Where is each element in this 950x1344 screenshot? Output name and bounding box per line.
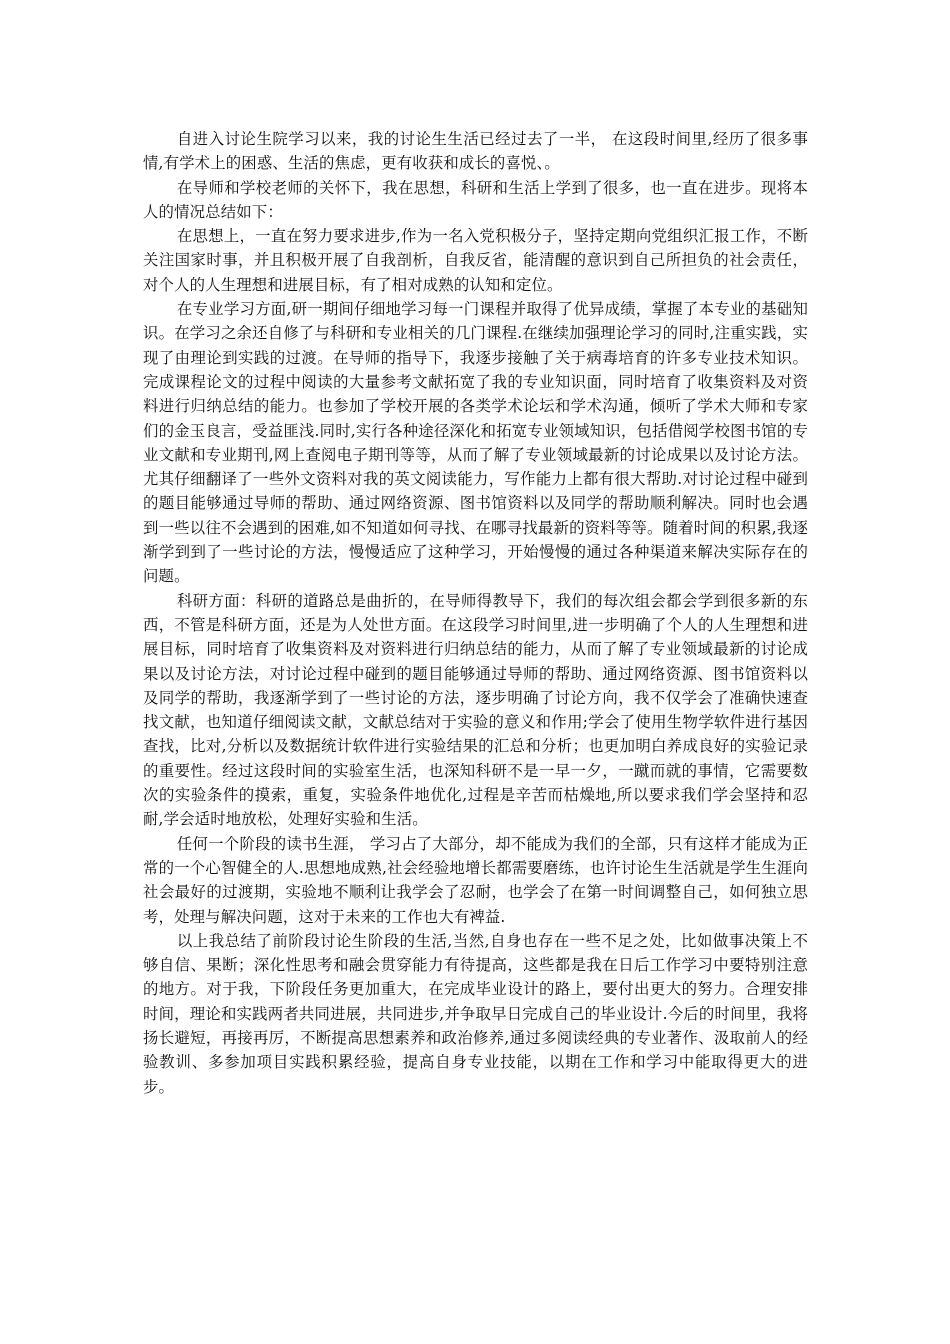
document-body <box>143 127 808 1099</box>
paragraph-ideology: 在思想上，一直在努力要求进步,作为一名入党积极分子，坚持定期向党组织汇报工作，不断关注国家时事，并且积极开展了自我剖析，自我反省，能清醒的意识到自己所担负的社会责任，对个人的人生理想和进展目标，有了相对成熟的认知和定位。 <box>143 227 808 294</box>
paragraph-intro: 自进入讨论生院学习以来，我的讨论生生活已经过去了一半， 在这段时间里,经历了很多事情,有学术上的困惑、生活的焦虑，更有收获和成长的喜悦、。 <box>143 130 808 173</box>
paragraph-conclusion: 以上我总结了前阶段讨论生阶段的生活,当然,自身也存在一些不足之处，比如做事决策上不够自信、果断；深化性思考和融会贯穿能力有待提高，这些都是我在日后工作学习中要特别注意的地方。对于我，下阶段任务更加重大，在完成毕业设计的路上，要付出更大的努力。合理安排时间，理论和实践两者共同进展，共同进步,并争取早日完成自己的毕业设计.今后的时间里，我将扬长避短，再接再厉，不断提高思想素养和政治修养,通过多阅读经典的专业著作、汲取前人的经验教训、多参加项目实践积累经验，提高自身专业技能，以期在工作和学习中能取得更大的进步。 <box>143 931 808 1096</box>
paragraph-research: 科研方面：科研的道路总是曲折的，在导师得教导下，我们的每次组会都会学到很多新的东西，不管是科研方面，还是为人处世方面。在这段学习时间里,进一步明确了个人的人生理想和进展目标，同时培育了收集资料及对资料进行归纳总结的能力，从而了解了专业领域最新的讨论成果以及讨论方法，对讨论过程中碰到的题目能够通过导师的帮助、通过网络资源、图书馆资料以及同学的帮助，我逐渐学到了一些讨论的方法，逐步明确了讨论方向，我不仅学会了准确快速查找文献，也知道仔细阅读文献，文献总结对于实验的意义和作用;学会了使用生物学软件进行基因查找，比对,分析以及数据统计软件进行实验结果的汇总和分析；也更加明白养成良好的实验记录的重要性。经过这段时间的实验室生活，也深知科研不是一早一夕，一蹴而就的事情，它需要数次的实验条件的摸索，重复，实验条件地优化,过程是辛苦而枯燥地,所以要求我们学会坚持和忍耐,学会适时地放松，处理好实验和生活。 <box>143 591 808 829</box>
paragraph-summary-lead: 在导师和学校老师的关怀下，我在思想，科研和生活上学到了很多，也一直在进步。现将本人的情况总结如下： <box>143 178 808 221</box>
paragraph-professional-study: 在专业学习方面,研一期间仔细地学习每一门课程并取得了优异成绩，掌握了本专业的基础知识。在学习之余还自修了与科研和专业相关的几门课程.在继续加强理论学习的同时,注重实践，实现了由理论到实践的过渡。在导师的指导下，我逐步接触了关于病毒培育的许多专业技术知识。完成课程论文的过程中阅读的大量参考文献拓宽了我的专业知识面，同时培育了收集资料及对资料进行归纳总结的能力。也参加了学校开展的各类学术论坛和学术沟通，倾听了学术大师和专家们的金玉良言，受益匪浅.同时,实行各种途径深化和拓宽专业领域知识，包括借阅学校图书馆的专业文献和专业期刊,网上查阅电子期刊等等，从而了解了专业领域最新的讨论成果以及讨论方法。尤其仔细翻译了一些外文资料对我的英文阅读能力，写作能力上都有很大帮助.对讨论过程中碰到的题目能够通过导师的帮助、通过网络资源、图书馆资料以及同学的帮助顺利解决。同时也会遇到一些以往不会遇到的困难,如不知道如何寻找、在哪寻找最新的资料等等。随着时间的积累,我逐渐学到到了一些讨论的方法，慢慢适应了这种学习，开始慢慢的通过各种渠道来解决实际存在的问题。 <box>143 300 808 586</box>
paragraph-study-life: 任何一个阶段的读书生涯， 学习占了大部分，却不能成为我们的全部，只有这样才能成为正常的一个心智健全的人.思想地成熟,社会经验地增长都需要磨练，也许讨论生生活就是学生生涯向社会最好的过渡期，实验地不顺利让我学会了忍耐，也学会了在第一时间调整自己，如何独立思考，处理与解决问题，这对于未来的工作也大有裨益. <box>143 834 808 926</box>
